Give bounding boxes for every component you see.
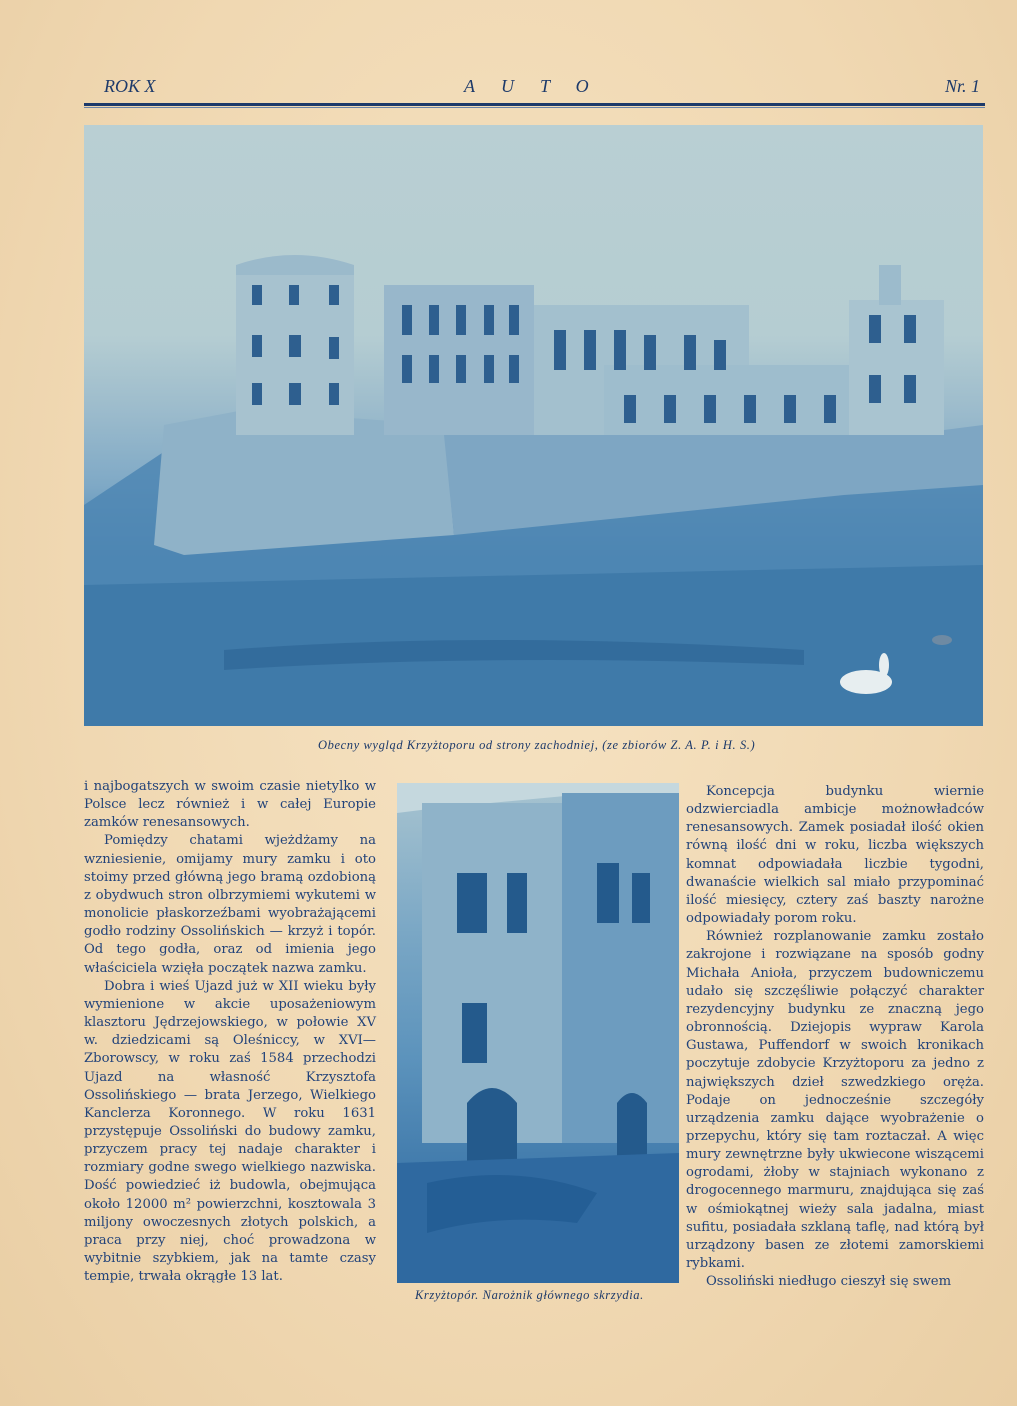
running-header	[84, 76, 984, 98]
right-text-column	[686, 783, 984, 1291]
paragraph: Ossoliński niedługo cieszył się swem	[706, 1274, 952, 1290]
paragraph: Dobra i wieś Ujazd już w XII wieku były wymienione w akcie uposażeniowym klasztoru Jędrzejowskiego, w połowie XV w. dziedzicami są Oleśniccy, w XVI— Zborowscy, w roku zaś 1584 przechodzi Ujazd na własność Krzysztofa Ossolińskiego — brata Jerzego, Wielkiego Kanclerza Koronnego. W roku 1631 przystępuje Ossoliński do budowy zamku, przyczem pracy tej nadaje charakter i rozmiary godne swego wielkiego nazwiska. Dość powiedzieć iż budowla, obejmująca około 12000 m² powierzchni, kosztowala 3 miljony owoczesnych złotych polskich, a praca przy niej, choć prowadzona w wybitnie szybkiem, jak na tamte czasy tempie, trwała okrągłe 13 lat.	[84, 978, 376, 1285]
castle-corner-illustration	[397, 783, 679, 1283]
side-photo-caption: Krzyżtopór. Narożnik głównego skrzydia.	[415, 1288, 644, 1302]
header-rule-thick	[84, 103, 985, 106]
left-text-column	[84, 778, 376, 1286]
header-rule-thin	[84, 107, 985, 108]
castle-corner-photo	[397, 783, 679, 1283]
magazine-title: AUTO	[464, 76, 615, 96]
paragraph: i najbogatszych w swoim czasie nietylko w Polsce lecz również i w całej Europie zamków renesansowych.	[84, 779, 376, 831]
paragraph: Pomiędzy chatami wjeżdżamy na wzniesienie, omijamy mury zamku i oto stoimy przed główną jego bramą ozdobioną z obydwuch stron olbrzymiemi wykutemi w monolicie płaskorzeźbami wyobrażającemi godło rodziny Ossolińskich — krzyż i topór. Od tego godła, oraz od imienia jego właściciela wzięła początek nazwa zamku.	[84, 833, 376, 976]
castle-ruins-illustration	[84, 125, 983, 726]
paragraph: Koncepcja budynku wiernie odzwierciadla ambicje możnowładców renesansowych. Zamek posiadał ilość okien równą ilość dni w roku, liczba większych komnat odpowiadała liczbie tygodni, dwanaście wielkich sal miało przypominać ilość miesięcy, cztery zaś baszty narożne odpowiadały porom roku.	[686, 784, 984, 927]
castle-west-photo	[84, 125, 983, 726]
paragraph: Również rozplanowanie zamku zostało zakrojone i rozwiązane na sposób godny Michała Anioła, przyczem budowniczemu udało się szczęśliwie połączyć charakter rezydencyjny budynku ze znaczną jego obronnością. Dziejopis wypraw Karola Gustawa, Puffendorf w swoich kronikach poczytuje zdobycie Krzyżtoporu za jedno z największych dzieł szwedzkiego oręża. Podaje on jednocześnie szczegóły urządzenia zamku dające wyobrażenie o przepychu, który się tam roztaczał. A więc mury zewnętrzne były ukwiecone wiszącemi ogrodami, żłoby w stajniach wykonano z drogocennego marmuru, znajdująca się zaś w ośmiokątnej wieży sala jadalna, miast sufitu, posiadała szklaną taflę, nad którą był urządzony basen ze złotemi zamorskiemi rybkami.	[686, 929, 984, 1272]
issue-number: Nr. 1	[944, 76, 980, 96]
volume-label: ROK X	[104, 76, 156, 96]
main-photo-caption: Obecny wygląd Krzyżtoporu od strony zachodniej, (ze zbiorów Z. A. P. i H. S.)	[318, 738, 756, 752]
